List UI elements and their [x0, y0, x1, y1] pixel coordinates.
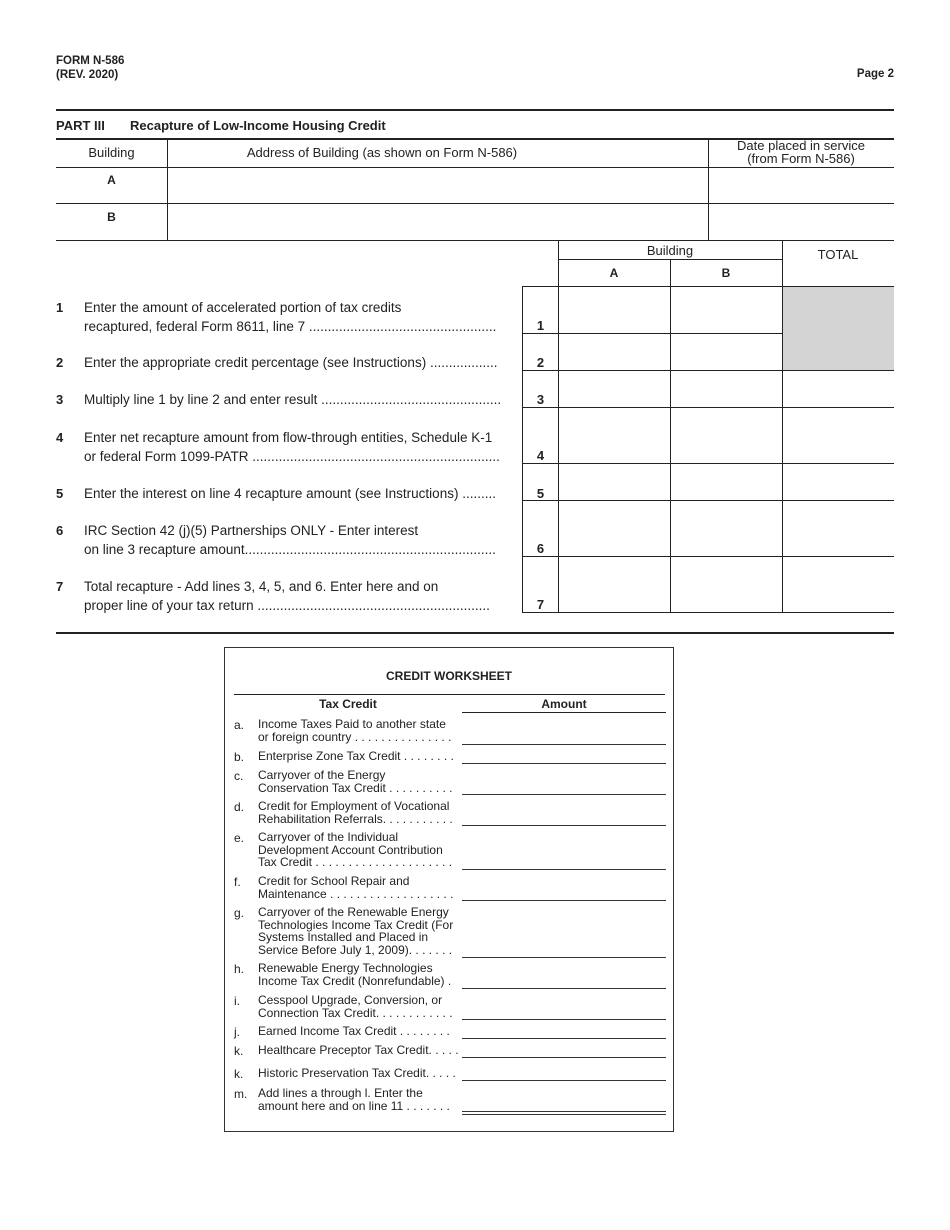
date-field-b[interactable] [709, 204, 894, 240]
line-text-1: Enter the interest on line 4 recapture amount (see Instructions) ......... [84, 486, 496, 501]
item-text: Income Taxes Paid to another state [258, 717, 446, 731]
line-text-1: Enter net recapture amount from flow-through entities, Schedule K-1 [84, 430, 493, 445]
column-header-total: TOTAL [817, 247, 859, 262]
item-text: Renewable Energy Technologies [258, 961, 433, 975]
worksheet-item-a [258, 718, 463, 743]
column-group-building: Building [646, 243, 694, 258]
item-text: Income Tax Credit (Nonrefundable) . [258, 973, 452, 988]
line-text-2: or federal Form 1099-PATR .................................................................. [84, 449, 500, 464]
date-field-a[interactable] [709, 168, 894, 203]
line-6-field-a[interactable] [559, 501, 670, 556]
line-5-field-a[interactable] [559, 464, 670, 500]
line-7-field-a[interactable] [559, 557, 670, 612]
divider [56, 109, 894, 111]
line-1-field-b[interactable] [671, 287, 782, 333]
line-7-field-b[interactable] [671, 557, 782, 612]
worksheet-item-k-historic [258, 1067, 463, 1080]
item-text: Systems Installed and Placed in [258, 930, 429, 944]
line-7-description [84, 577, 514, 615]
line-text-1: Multiply line 1 by line 2 and enter result ................................................ [84, 392, 502, 407]
worksheet-column-amount: Amount [541, 697, 587, 711]
item-text: Credit for School Repair and [258, 874, 410, 888]
date-header-line1: Date placed in service [737, 138, 865, 153]
item-text: Technologies Income Tax Credit (For [258, 917, 454, 932]
worksheet-title: CREDIT WORKSHEET [386, 669, 512, 683]
amount-field-m[interactable] [462, 1111, 666, 1112]
item-text: Credit for Employment of Vocational [258, 799, 450, 813]
worksheet-item-g [258, 906, 463, 956]
divider [56, 632, 894, 634]
worksheet-item-letter: h. [234, 962, 245, 976]
credit-worksheet [224, 647, 674, 1132]
line-4-field-b[interactable] [671, 408, 782, 463]
form-name: FORM N-586 [56, 55, 125, 67]
line-5-field-total[interactable] [783, 464, 894, 500]
part-label: PART III [56, 118, 105, 133]
line-3-field-a[interactable] [559, 371, 670, 407]
amount-field-d[interactable] [462, 825, 666, 826]
row-label-building-b: B [107, 210, 116, 224]
line-text-2: recaptured, federal Form 8611, line 7 .................................................. [84, 319, 497, 334]
amount-field-a[interactable] [462, 744, 666, 745]
worksheet-item-f [258, 875, 463, 900]
part-title: Recapture of Low-Income Housing Credit [130, 118, 386, 133]
line-box-number: 4 [536, 448, 545, 463]
item-text: Carryover of the Renewable Energy [258, 905, 449, 919]
item-text: Rehabilitation Referrals. . . . . . . . . . . [258, 811, 453, 826]
item-text: Cesspool Upgrade, Conversion, or [258, 993, 443, 1007]
shaded-total-cell [783, 287, 894, 370]
line-box-number: 1 [536, 318, 545, 333]
column-header-b: B [721, 266, 731, 280]
amount-field-k-historic[interactable] [462, 1080, 666, 1081]
line-number: 6 [56, 523, 64, 538]
address-field-b[interactable] [168, 204, 708, 240]
item-text: Historic Preservation Tax Credit. . . . . [258, 1066, 456, 1080]
item-text: Enterprise Zone Tax Credit . . . . . . . . [258, 749, 454, 763]
line-text-1: Enter the amount of accelerated portion of tax credits [84, 300, 402, 315]
item-text: Maintenance . . . . . . . . . . . . . . . . . . . [258, 886, 454, 901]
line-7-field-total[interactable] [783, 557, 894, 612]
worksheet-item-j [258, 1025, 463, 1038]
item-text: Development Account Contribution [258, 842, 443, 857]
line-2-description [84, 353, 514, 372]
line-4-field-a[interactable] [559, 408, 670, 463]
worksheet-item-letter: f. [234, 875, 241, 889]
item-text: amount here and on line 11 . . . . . . . [258, 1098, 450, 1113]
form-revision: (REV. 2020) [56, 69, 119, 81]
line-box-number: 5 [536, 486, 545, 501]
item-text: Carryover of the Energy [258, 768, 386, 782]
worksheet-item-c [258, 769, 463, 794]
worksheet-item-letter: a. [234, 718, 245, 732]
line-text-1: IRC Section 42 (j)(5) Partnerships ONLY - Enter interest [84, 523, 419, 538]
item-text: Service Before July 1, 2009). . . . . . . [258, 942, 453, 957]
line-6-description [84, 521, 514, 559]
worksheet-item-h [258, 962, 463, 987]
line-2-field-b[interactable] [671, 334, 782, 370]
worksheet-item-m [258, 1087, 463, 1112]
date-header-line2: (from Form N-586) [747, 151, 855, 166]
line-4-field-total[interactable] [783, 408, 894, 463]
line-5-description [84, 484, 514, 503]
worksheet-item-letter: m. [234, 1087, 248, 1101]
item-text: Add lines a through l. Enter the [258, 1086, 423, 1100]
worksheet-item-letter: j. [234, 1025, 240, 1039]
column-header-date-placed [708, 139, 894, 165]
line-box-number: 6 [536, 541, 545, 556]
worksheet-item-letter: k. [234, 1044, 244, 1058]
form-header [56, 54, 124, 82]
line-box-number: 3 [536, 392, 545, 407]
line-3-field-total[interactable] [783, 371, 894, 407]
line-number: 7 [56, 579, 64, 594]
amount-field-g[interactable] [462, 957, 666, 958]
line-box-number: 7 [536, 597, 545, 612]
worksheet-item-letter: b. [234, 750, 245, 764]
worksheet-item-letter: c. [234, 769, 244, 783]
line-number: 4 [56, 430, 64, 445]
line-6-field-b[interactable] [671, 501, 782, 556]
line-1-field-a[interactable] [559, 287, 670, 333]
amount-field-j[interactable] [462, 1038, 666, 1039]
line-2-field-a[interactable] [559, 334, 670, 370]
amount-field-k-healthcare[interactable] [462, 1057, 666, 1058]
line-3-description [84, 390, 514, 409]
line-4-description [84, 428, 514, 466]
amount-field-b[interactable] [462, 763, 666, 764]
amount-field-i[interactable] [462, 1019, 666, 1020]
worksheet-item-i [258, 994, 463, 1019]
line-box-number: 2 [536, 355, 545, 370]
worksheet-item-letter: d. [234, 800, 245, 814]
amount-field-f[interactable] [462, 900, 666, 901]
worksheet-item-letter: g. [234, 906, 245, 920]
item-text: Healthcare Preceptor Tax Credit. . . . . [258, 1043, 459, 1057]
line-text-2: on line 3 recapture amount................................................................... [84, 542, 496, 557]
amount-field-m-double-rule [462, 1114, 666, 1115]
worksheet-item-letter: k. [234, 1067, 244, 1081]
column-header-address: Address of Building (as shown on Form N-586) [246, 145, 518, 160]
amount-field-h[interactable] [462, 988, 666, 989]
worksheet-item-b [258, 750, 463, 763]
page-number: Page 2 [856, 68, 894, 80]
line-6-field-total[interactable] [783, 501, 894, 556]
item-text: or foreign country . . . . . . . . . . . . . . . [258, 729, 452, 744]
line-3-field-b[interactable] [671, 371, 782, 407]
line-text-2: proper line of your tax return .............................................................. [84, 598, 490, 613]
item-text: Earned Income Tax Credit . . . . . . . . [258, 1024, 450, 1038]
line-number: 1 [56, 300, 64, 315]
item-text: Carryover of the Individual [258, 830, 399, 844]
line-5-field-b[interactable] [671, 464, 782, 500]
column-header-a: A [609, 266, 619, 280]
item-text: Connection Tax Credit. . . . . . . . . . . . [258, 1005, 453, 1020]
worksheet-item-e [258, 831, 463, 869]
worksheet-column-tax-credit: Tax Credit [319, 697, 377, 711]
worksheet-item-letter: i. [234, 994, 240, 1008]
line-number: 2 [56, 355, 64, 370]
line-1-description [84, 298, 514, 336]
line-text-1: Total recapture - Add lines 3, 4, 5, and 6. Enter here and on [84, 579, 439, 594]
line-number: 3 [56, 392, 64, 407]
worksheet-item-k-healthcare [258, 1044, 463, 1057]
amount-field-e[interactable] [462, 869, 666, 870]
worksheet-item-d [258, 800, 463, 825]
worksheet-item-letter: e. [234, 831, 245, 845]
address-field-a[interactable] [168, 168, 708, 203]
item-text: Tax Credit . . . . . . . . . . . . . . . . . . . . . [258, 855, 453, 869]
line-number: 5 [56, 486, 64, 501]
amount-field-c[interactable] [462, 794, 666, 795]
line-text-1: Enter the appropriate credit percentage (see Instructions) .................. [84, 355, 498, 370]
row-label-building-a: A [107, 173, 116, 187]
item-text: Conservation Tax Credit . . . . . . . . . . [258, 780, 453, 795]
column-header-building: Building [88, 145, 135, 160]
